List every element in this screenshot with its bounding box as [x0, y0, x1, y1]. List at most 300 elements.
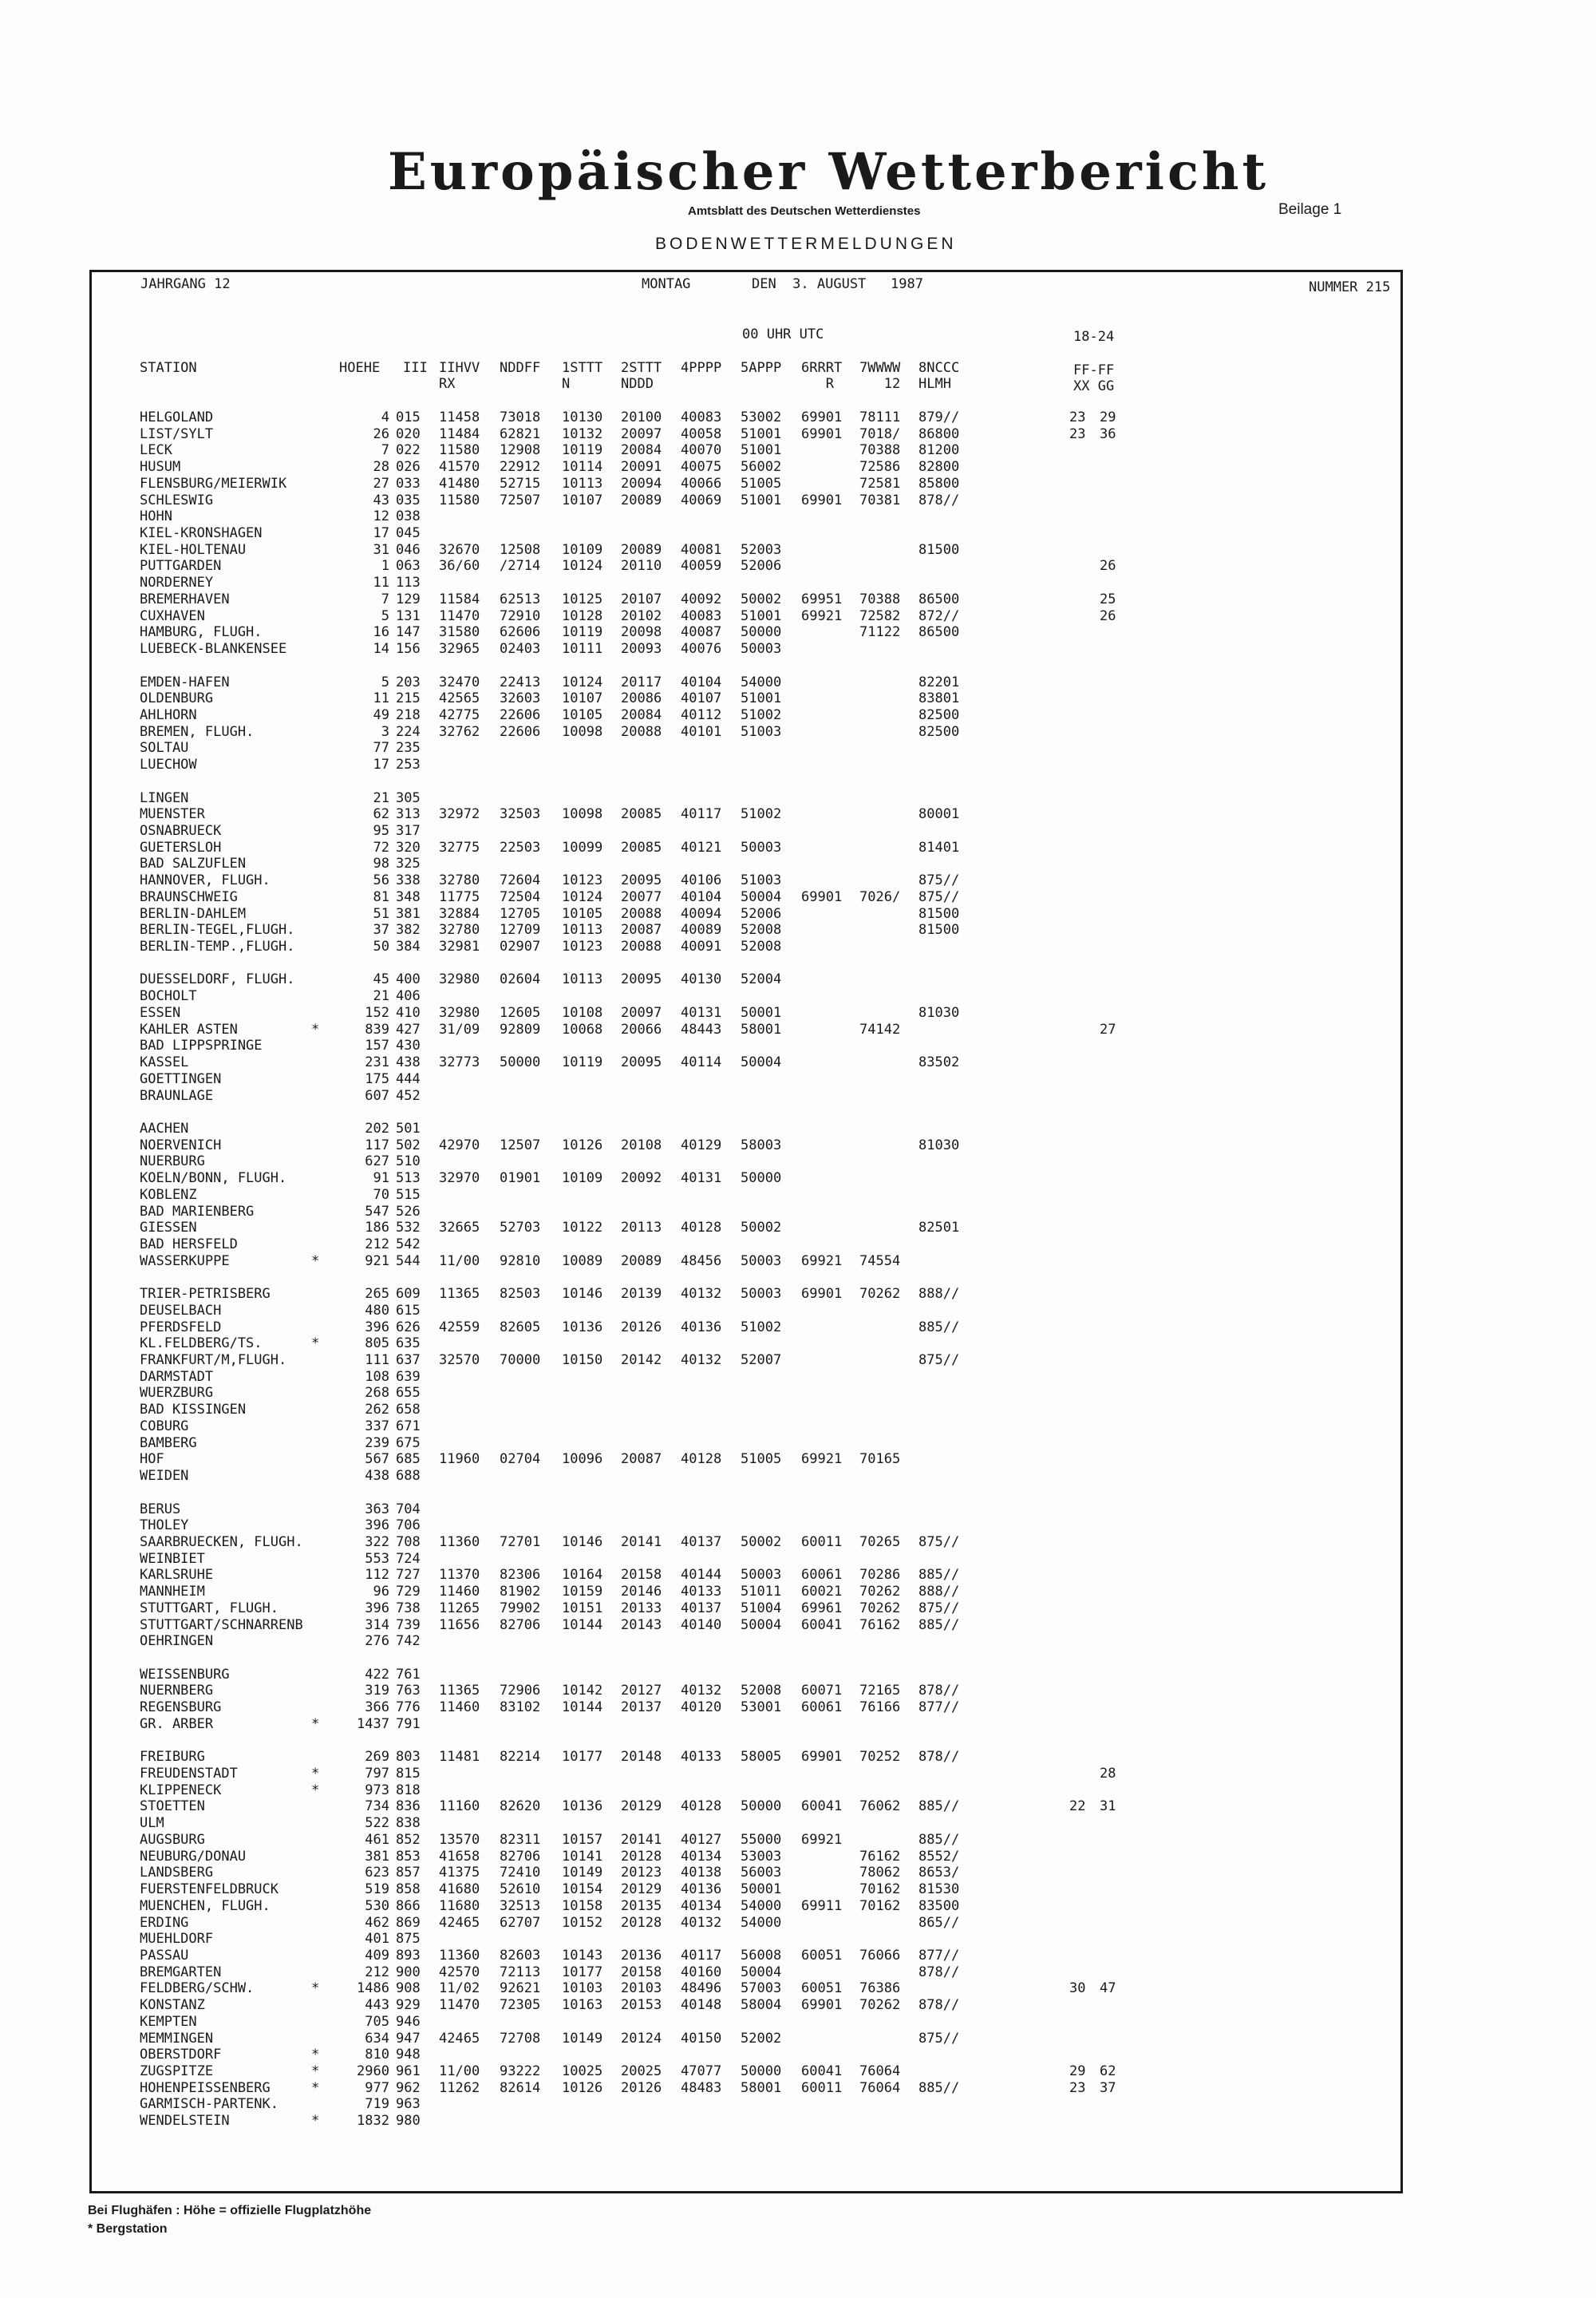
station-name: PASSAU [140, 1948, 189, 1964]
group-7wwww: 76166 [859, 1699, 901, 1715]
group-7wwww: 70388 [859, 591, 901, 607]
group-1sttt: 10126 [562, 2080, 603, 2096]
group-5appp: 50004 [741, 1054, 782, 1070]
station-id: 671 [396, 1418, 421, 1434]
station-name: KLIPPENECK [140, 1782, 222, 1798]
group-iihvv: 13570 [439, 1832, 480, 1848]
group-iihvv: 32775 [439, 840, 480, 856]
group-6rrrt: 69911 [801, 1898, 843, 1914]
group-8nccc: 878// [918, 492, 960, 508]
group-4pppp: 40131 [681, 1005, 722, 1021]
col-header-station: STATION [140, 360, 197, 376]
table-row [0, 1667, 1596, 1683]
group-2sttt: 20153 [621, 1997, 662, 2013]
group-6rrrt: 69921 [801, 608, 843, 624]
group-8nccc: 81530 [918, 1881, 960, 1897]
altitude: 81 [373, 889, 389, 905]
group-nddff: 82620 [500, 1798, 541, 1814]
group-2sttt: 20158 [621, 1964, 662, 1980]
group-4pppp: 40089 [681, 922, 722, 938]
station-id: 338 [396, 872, 421, 888]
altitude: 921 [365, 1253, 389, 1269]
footnote-mountain: * Bergstation [88, 2222, 168, 2236]
group-4pppp: 40066 [681, 476, 722, 492]
group-2sttt: 20086 [621, 690, 662, 706]
table-row [0, 1369, 1596, 1386]
station-id: 763 [396, 1683, 421, 1699]
altitude: 409 [365, 1948, 389, 1964]
group-8nccc: 81500 [918, 922, 960, 938]
group-iihvv: 32980 [439, 971, 480, 987]
group-2sttt: 20142 [621, 1352, 662, 1368]
altitude: 28 [373, 459, 389, 475]
group-2sttt: 20158 [621, 1567, 662, 1583]
group-5appp: 50003 [741, 641, 782, 657]
altitude: 27 [373, 476, 389, 492]
group-2sttt: 20077 [621, 889, 662, 905]
station-name: STOETTEN [140, 1798, 205, 1814]
group-5appp: 52007 [741, 1352, 782, 1368]
group-8nccc: 8552/ [918, 1849, 960, 1865]
table-row [0, 1534, 1596, 1551]
group-nddff: 02704 [500, 1451, 541, 1467]
table-row [0, 1220, 1596, 1236]
station-id: 129 [396, 591, 421, 607]
group-iihvv: 42970 [439, 1137, 480, 1153]
table-row [0, 1352, 1596, 1369]
mountain-mark: * [311, 1335, 320, 1351]
group-4pppp: 40075 [681, 459, 722, 475]
group-nddff: 52703 [500, 1220, 541, 1236]
station-id: 609 [396, 1286, 421, 1302]
station-name: ZUGSPITZE [140, 2063, 214, 2079]
station-id: 384 [396, 939, 421, 955]
station-name: KIEL-KRONSHAGEN [140, 525, 263, 541]
station-name: SOLTAU [140, 740, 189, 756]
table-row [0, 2113, 1596, 2130]
mountain-mark: * [311, 1766, 320, 1782]
station-id: 675 [396, 1435, 421, 1451]
group-nddff: 72507 [500, 492, 541, 508]
group-nddff: 82706 [500, 1849, 541, 1865]
group-8nccc: 86500 [918, 624, 960, 640]
group-7wwww: 78111 [859, 409, 901, 425]
table-row [0, 1600, 1596, 1617]
altitude: 381 [365, 1849, 389, 1865]
station-name: BAD SALZUFLEN [140, 856, 247, 872]
group-4pppp: 48483 [681, 2080, 722, 2096]
table-row [0, 790, 1596, 807]
station-name: KONSTANZ [140, 1997, 205, 2013]
group-6rrrt: 60021 [801, 1584, 843, 1600]
table-row [0, 1798, 1596, 1815]
table-row [0, 1137, 1596, 1154]
group-iihvv: 42559 [439, 1319, 480, 1335]
station-id: 063 [396, 558, 421, 574]
group-4pppp: 40104 [681, 889, 722, 905]
group-8nccc: 877// [918, 1699, 960, 1715]
group-nddff: 01901 [500, 1170, 541, 1186]
station-id: 962 [396, 2080, 421, 2096]
altitude: 461 [365, 1832, 389, 1848]
group-nddff: 72410 [500, 1865, 541, 1881]
station-id: 224 [396, 724, 421, 740]
group-7wwww: 70262 [859, 1584, 901, 1600]
group-nddff: 92809 [500, 1022, 541, 1038]
group-iihvv: 42465 [439, 2031, 480, 2047]
altitude: 4 [381, 409, 389, 425]
group-6rrrt: 69921 [801, 1832, 843, 1848]
group-1sttt: 10125 [562, 591, 603, 607]
station-name: NUERBURG [140, 1153, 205, 1169]
altitude: 45 [373, 971, 389, 987]
table-row [0, 1054, 1596, 1071]
gust-gg: 28 [1100, 1766, 1116, 1782]
station-id: 838 [396, 1815, 421, 1831]
group-1sttt: 10098 [562, 724, 603, 740]
table-row [0, 939, 1596, 955]
altitude: 337 [365, 1418, 389, 1434]
table-row [0, 1501, 1596, 1518]
station-name: LIST/SYLT [140, 426, 214, 442]
group-iihvv: 41658 [439, 1849, 480, 1865]
altitude: 21 [373, 790, 389, 806]
altitude: 98 [373, 856, 389, 872]
station-name: HAMBURG, FLUGH. [140, 624, 263, 640]
group-1sttt: 10123 [562, 939, 603, 955]
station-name: BREMEN, FLUGH. [140, 724, 255, 740]
table-row [0, 1418, 1596, 1435]
altitude: 152 [365, 1005, 389, 1021]
station-id: 727 [396, 1567, 421, 1583]
station-name: MEMMINGEN [140, 2031, 214, 2047]
group-5appp: 51002 [741, 806, 782, 822]
group-2sttt: 20143 [621, 1617, 662, 1633]
station-id: 857 [396, 1865, 421, 1881]
altitude: 396 [365, 1517, 389, 1533]
station-name: BRAUNLAGE [140, 1088, 214, 1104]
group-8nccc: 81200 [918, 442, 960, 458]
group-iihvv: 11460 [439, 1699, 480, 1715]
group-2sttt: 20123 [621, 1865, 662, 1881]
station-name: WEIDEN [140, 1468, 189, 1484]
group-5appp: 51005 [741, 476, 782, 492]
table-row [0, 806, 1596, 823]
group-1sttt: 10119 [562, 624, 603, 640]
group-1sttt: 10109 [562, 1170, 603, 1186]
group-5appp: 52004 [741, 971, 782, 987]
altitude: 17 [373, 757, 389, 773]
group-iihvv: 32780 [439, 872, 480, 888]
group-4pppp: 40137 [681, 1534, 722, 1550]
footnote-airports: Bei Flughäfen : Höhe = offizielle Flugplatzhöhe [88, 2204, 372, 2217]
table-row [0, 1865, 1596, 1881]
altitude: 70 [373, 1187, 389, 1203]
group-4pppp: 40137 [681, 1600, 722, 1616]
station-name: KOBLENZ [140, 1187, 197, 1203]
table-row [0, 1253, 1596, 1270]
group-5appp: 56003 [741, 1865, 782, 1881]
altitude: 314 [365, 1617, 389, 1633]
group-iihvv: 41480 [439, 476, 480, 492]
group-1sttt: 10113 [562, 476, 603, 492]
station-name: GARMISCH-PARTENK. [140, 2096, 279, 2112]
group-iihvv: 42570 [439, 1964, 480, 1980]
table-row [0, 1071, 1596, 1088]
group-5appp: 52006 [741, 558, 782, 574]
group-4pppp: 40087 [681, 624, 722, 640]
group-8nccc: 865// [918, 1915, 960, 1931]
table-row [0, 476, 1596, 492]
group-2sttt: 20124 [621, 2031, 662, 2047]
group-6rrrt: 60011 [801, 2080, 843, 2096]
report-subtitle: Amtsblatt des Deutschen Wetterdienstes [688, 204, 921, 218]
altitude: 175 [365, 1071, 389, 1087]
group-5appp: 50001 [741, 1005, 782, 1021]
group-4pppp: 40121 [681, 840, 722, 856]
altitude: 363 [365, 1501, 389, 1517]
group-8nccc: 878// [918, 1964, 960, 1980]
group-4pppp: 40107 [681, 690, 722, 706]
altitude: 26 [373, 426, 389, 442]
group-1sttt: 10096 [562, 1451, 603, 1467]
group-1sttt: 10105 [562, 707, 603, 723]
station-name: MUENSTER [140, 806, 205, 822]
altitude: 117 [365, 1137, 389, 1153]
table-row [0, 1236, 1596, 1253]
station-name: ERDING [140, 1915, 189, 1931]
altitude: 607 [365, 1088, 389, 1104]
group-5appp: 58004 [741, 1997, 782, 2013]
group-7wwww: 70252 [859, 1749, 901, 1765]
station-name: FUERSTENFELDBRUCK [140, 1881, 279, 1897]
group-4pppp: 47077 [681, 2063, 722, 2079]
mountain-mark: * [311, 1980, 320, 1996]
group-nddff: 72305 [500, 1997, 541, 2013]
group-7wwww: 70262 [859, 1600, 901, 1616]
mountain-mark: * [311, 2113, 320, 2129]
station-name: ESSEN [140, 1005, 181, 1021]
table-row [0, 1849, 1596, 1865]
table-row [0, 409, 1596, 426]
group-2sttt: 20108 [621, 1137, 662, 1153]
group-nddff: 12507 [500, 1137, 541, 1153]
group-2sttt: 20087 [621, 1451, 662, 1467]
group-1sttt: 10124 [562, 558, 603, 574]
altitude: 202 [365, 1121, 389, 1137]
group-1sttt: 10126 [562, 1137, 603, 1153]
group-1sttt: 10158 [562, 1898, 603, 1914]
group-4pppp: 40144 [681, 1567, 722, 1583]
altitude: 422 [365, 1667, 389, 1683]
table-row [0, 724, 1596, 741]
station-id: 791 [396, 1716, 421, 1732]
altitude: 11 [373, 690, 389, 706]
station-name: BAD LIPPSPRINGE [140, 1038, 263, 1054]
group-4pppp: 40133 [681, 1584, 722, 1600]
table-row [0, 1286, 1596, 1303]
station-name: SAARBRUECKEN, FLUGH. [140, 1534, 303, 1550]
group-nddff: 32513 [500, 1898, 541, 1914]
group-2sttt: 20085 [621, 840, 662, 856]
station-name: KIEL-HOLTENAU [140, 542, 247, 558]
station-id: 526 [396, 1204, 421, 1220]
group-4pppp: 40130 [681, 971, 722, 987]
mountain-mark: * [311, 1022, 320, 1038]
station-id: 658 [396, 1402, 421, 1418]
station-name: BERLIN-TEGEL,FLUGH. [140, 922, 295, 938]
group-5appp: 50002 [741, 591, 782, 607]
station-id: 852 [396, 1832, 421, 1848]
gust-gg: 31 [1100, 1798, 1116, 1814]
group-iihvv: 32780 [439, 922, 480, 938]
altitude: 705 [365, 2014, 389, 2030]
table-row [0, 492, 1596, 509]
group-5appp: 51001 [741, 690, 782, 706]
group-8nccc: 885// [918, 1798, 960, 1814]
station-id: 501 [396, 1121, 421, 1137]
col-header-2sttt: 2STTT NDDD [621, 360, 662, 392]
station-id: 502 [396, 1137, 421, 1153]
group-8nccc: 82501 [918, 1220, 960, 1236]
station-id: 818 [396, 1782, 421, 1798]
station-name: BRAUNSCHWEIG [140, 889, 238, 905]
table-row [0, 840, 1596, 856]
group-2sttt: 20113 [621, 1220, 662, 1236]
group-7wwww: 70165 [859, 1451, 901, 1467]
station-id: 655 [396, 1385, 421, 1401]
group-8nccc: 82500 [918, 707, 960, 723]
altitude: 553 [365, 1551, 389, 1567]
station-name: LECK [140, 442, 172, 458]
group-4pppp: 40092 [681, 591, 722, 607]
altitude: 530 [365, 1898, 389, 1914]
group-nddff: 73018 [500, 409, 541, 425]
table-row [0, 1551, 1596, 1568]
group-iihvv: 31/09 [439, 1022, 480, 1038]
group-iihvv: 11775 [439, 889, 480, 905]
altitude: 186 [365, 1220, 389, 1236]
group-4pppp: 40127 [681, 1832, 722, 1848]
station-name: CUXHAVEN [140, 608, 205, 624]
station-name: AACHEN [140, 1121, 189, 1137]
altitude: 77 [373, 740, 389, 756]
group-5appp: 51002 [741, 707, 782, 723]
group-6rrrt: 69901 [801, 889, 843, 905]
group-1sttt: 10157 [562, 1832, 603, 1848]
group-1sttt: 10177 [562, 1749, 603, 1765]
group-5appp: 52003 [741, 542, 782, 558]
group-2sttt: 20095 [621, 872, 662, 888]
station-name: NEUBURG/DONAU [140, 1849, 247, 1865]
altitude: 91 [373, 1170, 389, 1186]
altitude: 276 [365, 1633, 389, 1649]
table-row [0, 1187, 1596, 1204]
station-id: 203 [396, 674, 421, 690]
group-2sttt: 20087 [621, 922, 662, 938]
group-1sttt: 10151 [562, 1600, 603, 1616]
group-8nccc: 885// [918, 1319, 960, 1335]
station-id: 438 [396, 1054, 421, 1070]
station-id: 026 [396, 459, 421, 475]
group-7wwww: 72586 [859, 459, 901, 475]
group-5appp: 50003 [741, 1253, 782, 1269]
altitude: 212 [365, 1964, 389, 1980]
group-8nccc: 875// [918, 889, 960, 905]
altitude: 51 [373, 906, 389, 922]
table-row [0, 1584, 1596, 1600]
altitude: 269 [365, 1749, 389, 1765]
table-row [0, 1153, 1596, 1170]
group-iihvv: 32980 [439, 1005, 480, 1021]
group-iihvv: 11458 [439, 409, 480, 425]
beilage-label: Beilage 1 [1278, 201, 1342, 218]
group-iihvv: 32773 [439, 1054, 480, 1070]
group-1sttt: 10103 [562, 1980, 603, 1996]
group-8nccc: 80001 [918, 806, 960, 822]
station-id: 724 [396, 1551, 421, 1567]
group-7wwww: 70262 [859, 1997, 901, 2013]
table-row [0, 872, 1596, 889]
group-nddff: 12605 [500, 1005, 541, 1021]
col-header-7wwww: 7WWWW 12 [859, 360, 901, 392]
station-name: HOHENPEISSENBERG [140, 2080, 271, 2096]
group-2sttt: 20093 [621, 641, 662, 657]
group-2sttt: 20089 [621, 542, 662, 558]
group-iihvv: 11580 [439, 492, 480, 508]
group-8nccc: 83502 [918, 1054, 960, 1070]
group-2sttt: 20141 [621, 1534, 662, 1550]
station-id: 815 [396, 1766, 421, 1782]
station-id: 980 [396, 2113, 421, 2129]
station-id: 305 [396, 790, 421, 806]
group-nddff: 82503 [500, 1286, 541, 1302]
altitude: 231 [365, 1054, 389, 1070]
report-title: Europäischer Wetterbericht [388, 142, 1269, 202]
group-nddff: 02907 [500, 939, 541, 955]
group-nddff: 93222 [500, 2063, 541, 2079]
gust-ff: 23 [1069, 409, 1086, 425]
group-2sttt: 20094 [621, 476, 662, 492]
mountain-mark: * [311, 2063, 320, 2079]
station-id: 858 [396, 1881, 421, 1897]
station-name: OBERSTDORF [140, 2047, 222, 2063]
group-7wwww: 70286 [859, 1567, 901, 1583]
altitude: 3 [381, 724, 389, 740]
altitude: 797 [365, 1766, 389, 1782]
group-4pppp: 40117 [681, 1948, 722, 1964]
altitude: 973 [365, 1782, 389, 1798]
group-5appp: 50004 [741, 1617, 782, 1633]
group-2sttt: 20088 [621, 939, 662, 955]
group-6rrrt: 69901 [801, 1286, 843, 1302]
mountain-mark: * [311, 2080, 320, 2096]
group-2sttt: 20139 [621, 1286, 662, 1302]
station-id: 325 [396, 856, 421, 872]
group-8nccc: 82201 [918, 674, 960, 690]
group-5appp: 57003 [741, 1980, 782, 1996]
group-2sttt: 20126 [621, 1319, 662, 1335]
table-row [0, 988, 1596, 1005]
group-nddff: 82614 [500, 2080, 541, 2096]
station-id: 313 [396, 806, 421, 822]
group-4pppp: 48443 [681, 1022, 722, 1038]
table-row [0, 525, 1596, 542]
station-id: 615 [396, 1303, 421, 1319]
altitude: 111 [365, 1352, 389, 1368]
group-nddff: 82603 [500, 1948, 541, 1964]
station-id: 706 [396, 1517, 421, 1533]
